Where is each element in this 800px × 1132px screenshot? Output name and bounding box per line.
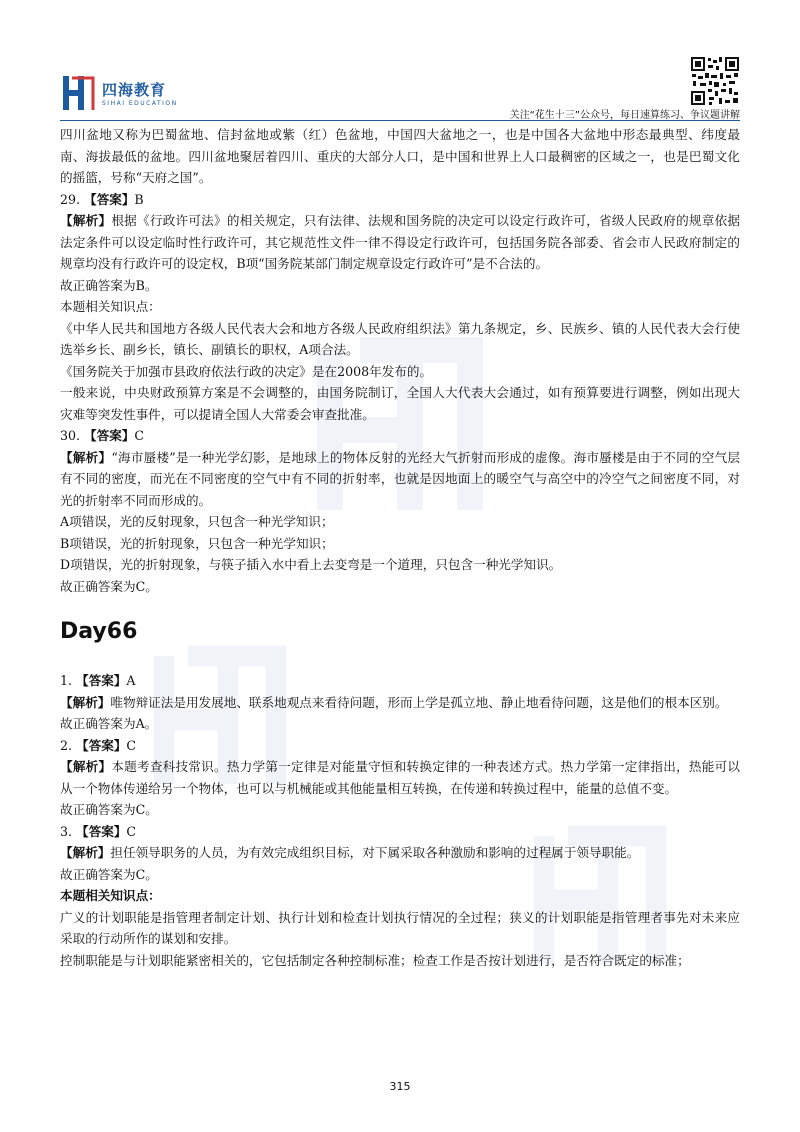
answer-line (60, 670, 740, 692)
explanation-tag: 【解析】 (60, 449, 112, 465)
section-heading: Day66 (60, 619, 138, 644)
explanation-text: 担任领导职务的人员，为有效完成组织目标，对下属采取各种激励和影响的过程属于领导职能。 (110, 845, 640, 860)
answer-tag: 【答案】 (76, 737, 127, 753)
explanation-tag: 【解析】 (60, 845, 111, 860)
answer-value: C (126, 823, 137, 839)
answer-value: C (126, 737, 137, 753)
answer-value: A (126, 673, 136, 688)
page-header (60, 56, 740, 120)
body-paragraph: B项错误，光的折射现象，只包含一种光学知识； (60, 535, 334, 551)
header-tagline: 关注“花生十三”公众号，每日速算练习、争议题讲解 (509, 110, 740, 121)
body-paragraph: A项错误，光的反射现象，只包含一种光学知识； (60, 514, 334, 529)
answer-value: B (134, 191, 144, 207)
answer-line (60, 425, 740, 447)
body-paragraph: 《中华人民共和国地方各级人民代表大会和地方各级人民政府组织法》第九条规定，乡、民族乡、镇的人民代表大会行使选举乡长、副乡长，镇长、副镇长的职权，A项合法。 (60, 320, 740, 357)
answer-tag: 【答案】 (76, 823, 127, 839)
question-number: 3. (60, 823, 73, 839)
body-paragraph: 广义的计划职能是指管理者制定计划、执行计划和检查计划执行情况的全过程；狭义的计划职能是指管理者事先对未来应采取的行动所作的谋划和安排。 (60, 909, 740, 946)
explanation-paragraph (60, 210, 740, 275)
brand-logo (60, 74, 240, 114)
body-paragraph: 本题相关知识点： (60, 299, 161, 314)
body-paragraph: 控制职能是与计划职能紧密相关的，它包括制定各种控制标准；检查工作是否按计划进行，是否符合既定的标准； (60, 952, 690, 968)
explanation-text: 本题考查科技常识。热力学第一定律是对能量守恒和转换定律的一种表述方式。热力学第一定律指出，热能可以从一个物体传递给另一个物体，也可以与机械能或其他能量相互转换，在传递和转换过程中，能量的总值不变。 (60, 759, 741, 796)
answer-line (60, 821, 740, 843)
answer-tag: 【答案】 (84, 191, 135, 207)
explanation-paragraph (60, 756, 740, 799)
question-number: 2. (60, 737, 73, 753)
answer-value: C (134, 428, 145, 443)
question-number: 30. (60, 428, 81, 443)
knowledge-heading: 本题相关知识点： (60, 888, 161, 903)
answer-tag: 【答案】 (76, 673, 127, 688)
body-paragraph: 故正确答案为B。 (60, 277, 158, 293)
answer-line (60, 735, 740, 757)
explanation-paragraph (60, 842, 740, 864)
answer-tag: 【答案】 (84, 428, 135, 443)
brand-subtitle: SIHAI EDUCATION (102, 100, 178, 107)
explanation-text: “海市蜃楼”是一种光学幻影，是地球上的物体反射的光经大气折射而形成的虚像。海市蜃楼是由于不同的空气层有不同的密度，而光在不同密度的空气中有不同的折射率，也就是因地面上的暖空气与高空中的冷空气之间密度不同，对光的折射率不同而形成的。 (60, 449, 741, 508)
body-paragraph: 《国务院关于加强市县政府依法行政的决定》是在2008年发布的。 (60, 363, 433, 379)
answer-line (60, 189, 740, 211)
explanation-tag: 【解析】 (60, 213, 112, 228)
body-paragraph: 故正确答案为A。 (60, 716, 158, 731)
explanation-text: 唯物辩证法是用发展地、联系地观点来看待问题，形而上学是孤立地、静止地看待问题，这是他们的根本区别。 (110, 694, 728, 710)
explanation-paragraph (60, 692, 740, 714)
question-number: 29. (60, 191, 81, 207)
explanation-paragraph (60, 447, 740, 512)
brand-name: 四海教育 (102, 81, 167, 99)
body-paragraph: 故正确答案为C。 (60, 802, 158, 817)
body-paragraph: 故正确答案为C。 (60, 866, 158, 882)
body-paragraph: 一般来说，中央财政预算方案是不会调整的，由国务院制订，全国人大代表大会通过，如有预算要进行调整，例如出现大灾难等突发性事件，可以提请全国人大常委会审查批准。 (60, 385, 740, 422)
document-body (60, 124, 740, 971)
explanation-tag: 【解析】 (60, 694, 111, 710)
page-number: 315 (389, 1080, 411, 1093)
header-divider (60, 120, 740, 121)
brand-logo-icon (60, 74, 96, 112)
explanation-tag: 【解析】 (60, 759, 112, 774)
question-number: 1. (60, 673, 73, 688)
qr-code-icon (690, 56, 740, 106)
body-paragraph: D项错误，光的折射现象，与筷子插入水中看上去变弯是一个道理，只包含一种光学知识。 (60, 557, 562, 572)
explanation-text: 根据《行政许可法》的相关规定，只有法律、法规和国务院的决定可以设定行政许可，省级人民政府的规章依据法定条件可以设定临时性行政许可，其它规范性文件一律不得设定行政许可，包括国务院各部委、省会市人民政府制定的规章均没有行政许可的设定权，B项“国务院某部门制定规章设定行政许可”是不合法的。 (60, 213, 741, 271)
body-paragraph: 四川盆地又称为巴蜀盆地、信封盆地或紫（红）色盆地，中国四大盆地之一，也是中国各大盆地中形态最典型、纬度最南、海拔最低的盆地。四川盆地聚居着四川、重庆的大部分人口，是中国和世界上人口最稠密的区域之一，也是巴蜀文化的摇篮，号称“天府之国”。 (60, 127, 740, 185)
body-paragraph: 故正确答案为C。 (60, 578, 158, 594)
